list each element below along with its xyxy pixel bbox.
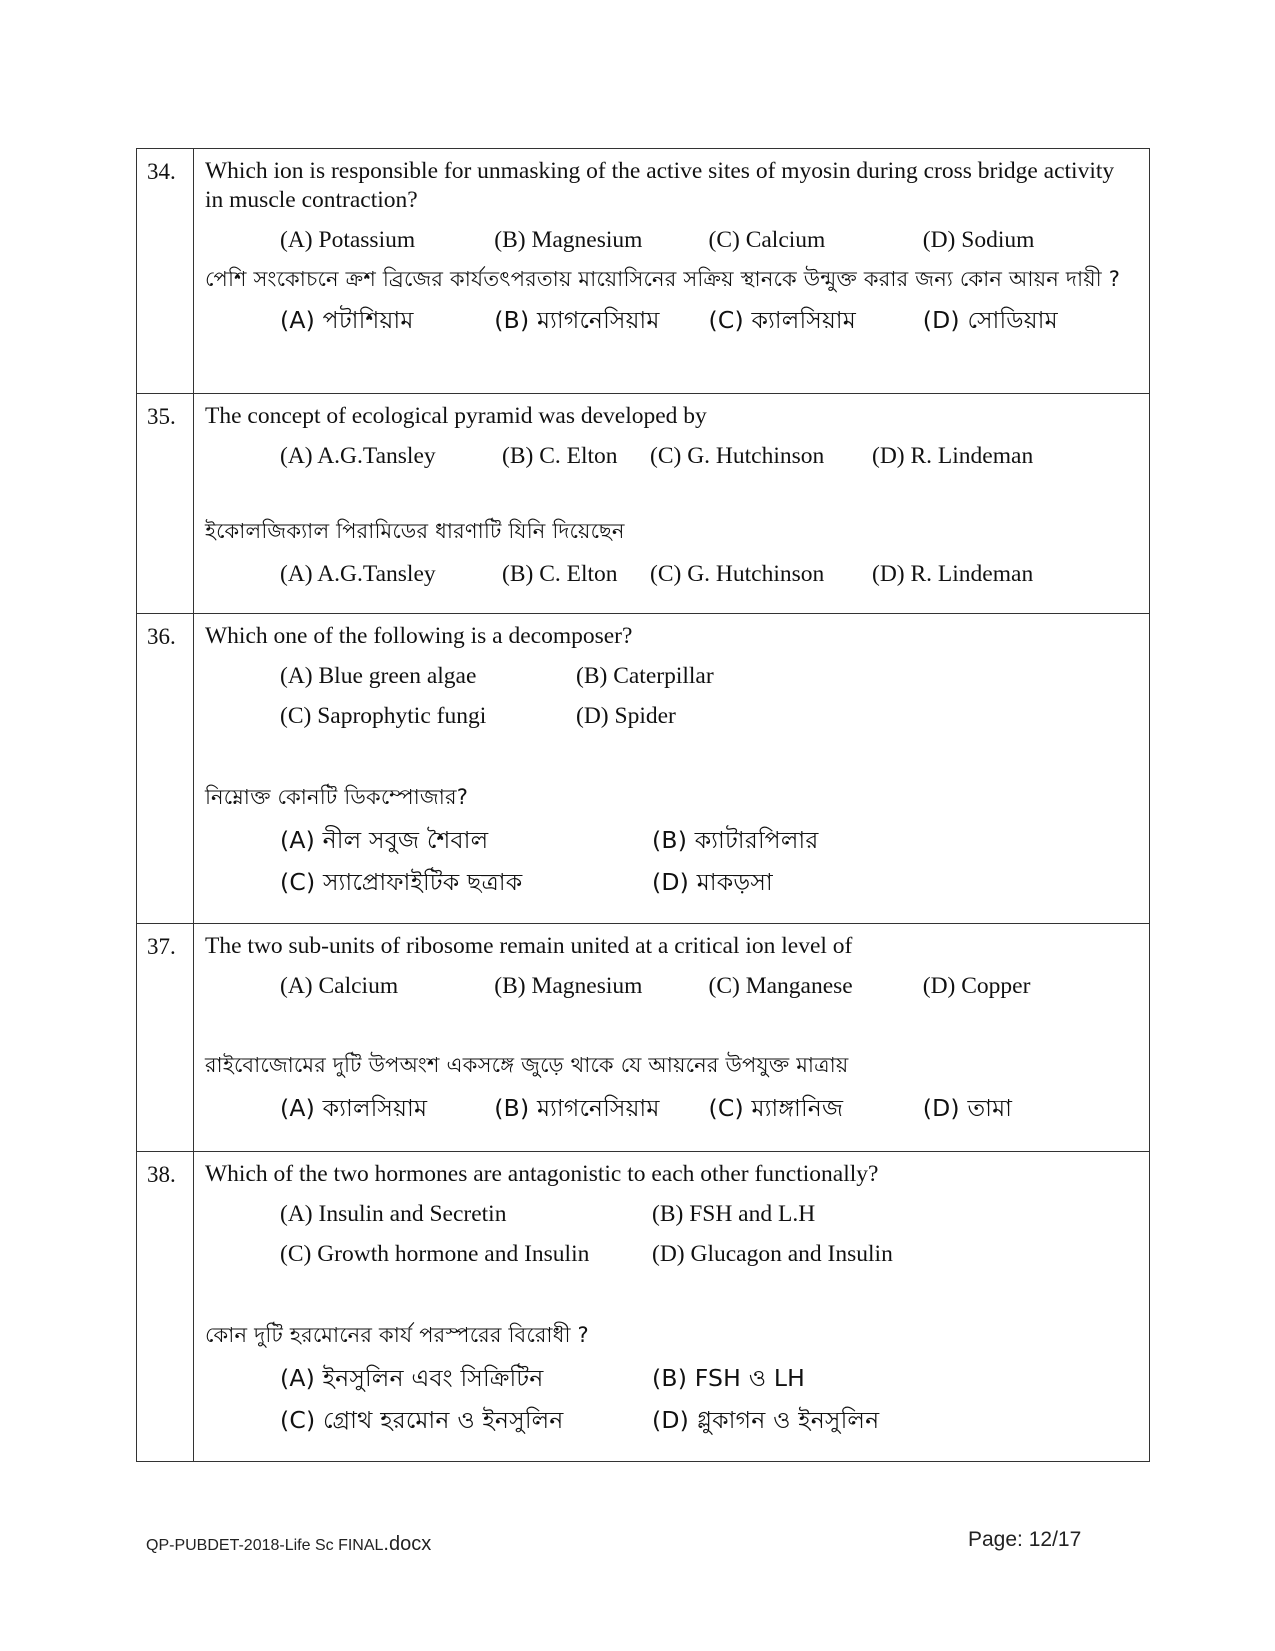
question-text-en: The two sub-units of ribosome remain united at a critical ion level of	[205, 933, 853, 959]
option-d: (D) সোডিয়াম	[922, 306, 1058, 334]
option-d: (D) Sodium	[922, 227, 1035, 253]
question-body	[194, 1152, 1150, 1462]
options-en-row-1	[280, 1199, 1137, 1229]
question-text-bn: ইকোলজিক্যাল পিরামিডের ধারণাটি যিনি দিয়েছেন	[205, 519, 625, 543]
options-en	[280, 971, 1137, 1001]
question-table	[136, 148, 1150, 1462]
question-text-en: Which ion is responsible for unmasking of the active sites of myosin during cross bridge activity in muscle contraction?	[205, 158, 1115, 213]
question-text-bn: পেশি সংকোচনে ক্রশ ব্রিজের কার্যতৎপরতায় মায়োসিনের সক্রিয় স্থানকে উন্মুক্ত করার জন্য কোন আয়ন দায়ী ?	[205, 267, 1121, 291]
question-row	[137, 924, 1150, 1152]
question-number: 36.	[137, 614, 194, 924]
option-b: (B) Magnesium	[494, 973, 643, 999]
file-extension: .docx	[383, 1533, 432, 1555]
question-body	[194, 394, 1150, 614]
question-body	[194, 924, 1150, 1152]
option-a: (A) ক্যালসিয়াম	[280, 1094, 428, 1122]
option-a: (A) Insulin and Secretin	[280, 1201, 507, 1227]
option-b: (B) FSH and L.H	[652, 1201, 816, 1227]
options-en	[280, 441, 1137, 471]
option-c: (C) Manganese	[708, 973, 853, 999]
page-number: Page: 12/17	[968, 1528, 1082, 1551]
option-c: (C) স্যাপ্রোফাইটিক ছত্রাক	[280, 868, 523, 896]
option-d: (D) তামা	[922, 1094, 1013, 1122]
question-row	[137, 394, 1150, 614]
options-bn-row-1	[280, 825, 1137, 855]
option-b: (B) C. Elton	[502, 561, 618, 587]
option-d: (D) Spider	[576, 703, 676, 729]
option-c: (C) গ্রোথ হরমোন ও ইনসুলিন	[280, 1406, 564, 1434]
question-text-en: Which of the two hormones are antagonistic to each other functionally?	[205, 1161, 879, 1187]
question-body	[194, 149, 1150, 394]
option-d: (D) Copper	[922, 973, 1031, 999]
options-bn-row-2	[280, 867, 1137, 897]
option-a: (A) পটাশিয়াম	[280, 306, 414, 334]
option-c: (C) ক্যালসিয়াম	[708, 306, 857, 334]
question-body	[194, 614, 1150, 924]
question-text-bn: কোন দুটি হরমোনের কার্য পরস্পরের বিরোধী ?	[205, 1323, 589, 1347]
option-d: (D) গ্লুকাগন ও ইনসুলিন	[652, 1406, 880, 1434]
options-en-row-1	[280, 661, 1137, 691]
question-number: 35.	[137, 394, 194, 614]
option-b: (B) ম্যাগনেসিয়াম	[494, 306, 660, 334]
options-en-row-2	[280, 701, 1137, 731]
options-bn	[280, 559, 1137, 589]
option-a: (A) Potassium	[280, 227, 416, 253]
question-row	[137, 614, 1150, 924]
footer-file-name	[146, 1533, 431, 1556]
question-number: 38.	[137, 1152, 194, 1462]
option-d: (D) R. Lindeman	[872, 443, 1034, 469]
option-c: (C) Growth hormone and Insulin	[280, 1241, 590, 1267]
options-bn-row-1	[280, 1363, 1137, 1393]
option-b: (B) C. Elton	[502, 443, 618, 469]
option-c: (C) G. Hutchinson	[650, 443, 825, 469]
option-c: (C) Calcium	[708, 227, 826, 253]
option-a: (A) Calcium	[280, 973, 399, 999]
question-text-bn: রাইবোজোমের দুটি উপঅংশ একসঙ্গে জুড়ে থাকে যে আয়নের উপযুক্ত মাত্রায়	[205, 1053, 849, 1077]
options-en	[280, 225, 1137, 255]
question-number: 37.	[137, 924, 194, 1152]
option-b: (B) Caterpillar	[576, 663, 714, 689]
option-b: (B) ক্যাটারপিলার	[652, 826, 819, 854]
option-a: (A) A.G.Tansley	[280, 443, 436, 469]
option-b: (B) Magnesium	[494, 227, 643, 253]
option-a: (A) Blue green algae	[280, 663, 477, 689]
question-text-en: The concept of ecological pyramid was developed by	[205, 403, 707, 429]
option-d: (D) Glucagon and Insulin	[652, 1241, 893, 1267]
option-a: (A) ইনসুলিন এবং সিক্রিটিন	[280, 1364, 544, 1392]
option-a: (A) A.G.Tansley	[280, 561, 436, 587]
option-a: (A) নীল সবুজ শৈবাল	[280, 826, 489, 854]
option-b: (B) FSH ও LH	[652, 1364, 806, 1392]
option-c: (C) ম্যাঙ্গানিজ	[708, 1094, 844, 1122]
question-row	[137, 1152, 1150, 1462]
question-number: 34.	[137, 149, 194, 394]
option-c: (C) Saprophytic fungi	[280, 703, 487, 729]
options-bn	[280, 305, 1137, 335]
option-d: (D) R. Lindeman	[872, 561, 1034, 587]
question-text-en: Which one of the following is a decomposer?	[205, 623, 633, 649]
options-en-row-2	[280, 1239, 1137, 1269]
options-bn-row-2	[280, 1405, 1137, 1435]
option-c: (C) G. Hutchinson	[650, 561, 825, 587]
options-bn	[280, 1093, 1137, 1123]
file-name: QP-PUBDET-2018-Life Sc FINAL	[146, 1537, 384, 1554]
option-b: (B) ম্যাগনেসিয়াম	[494, 1094, 660, 1122]
question-text-bn: নিম্নোক্ত কোনটি ডিকম্পোজার?	[205, 785, 469, 809]
question-row	[137, 149, 1150, 394]
option-d: (D) মাকড়সা	[652, 868, 773, 896]
